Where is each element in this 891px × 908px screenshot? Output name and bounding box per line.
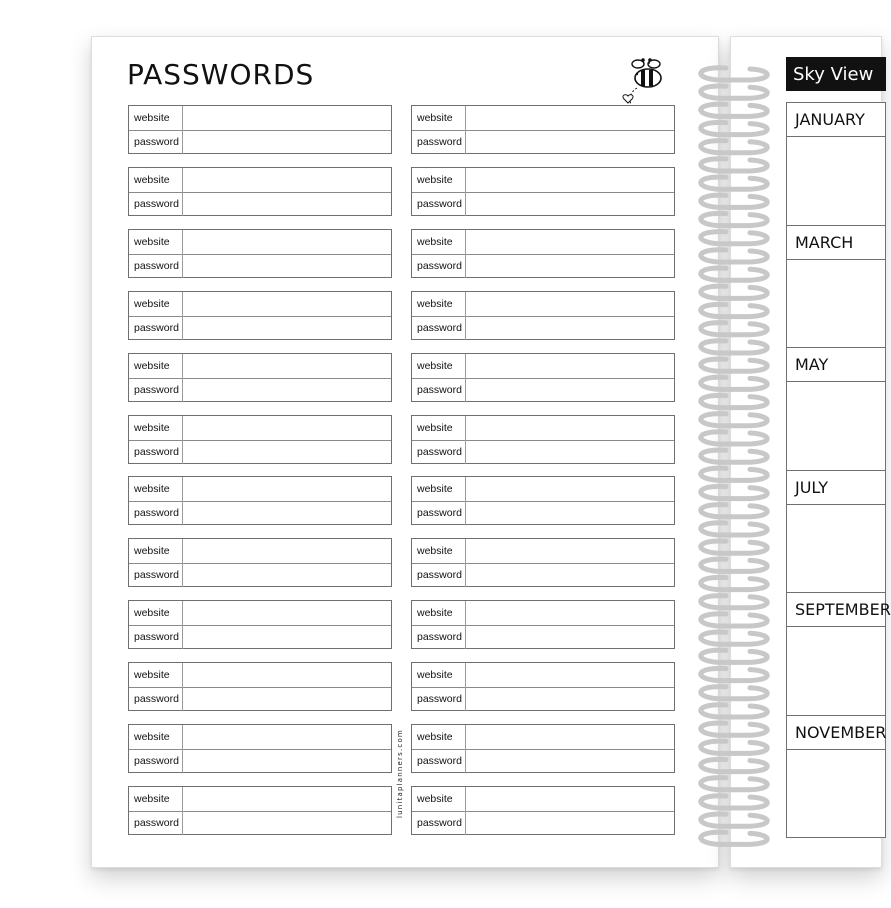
password-label: password [412, 378, 466, 402]
website-label: website [412, 106, 466, 130]
password-label: password [412, 316, 466, 340]
password-row [129, 316, 391, 340]
spiral-ring [701, 377, 767, 389]
password-row [129, 254, 391, 278]
month-label: MARCH [787, 226, 885, 260]
website-row [412, 787, 674, 812]
password-entry [411, 476, 675, 525]
password-label: password [412, 130, 466, 154]
website-label: website [129, 601, 183, 625]
password-label: password [129, 625, 183, 649]
password-label: password [412, 501, 466, 525]
website-row [412, 601, 674, 626]
website-field[interactable] [466, 292, 674, 316]
spiral-ring [701, 159, 767, 171]
password-field[interactable] [466, 378, 674, 402]
spiral-ring [701, 723, 767, 735]
spiral-ring [701, 250, 767, 262]
password-entry [411, 167, 675, 216]
spiral-ring [701, 505, 767, 517]
month-box [786, 715, 886, 838]
password-entry [411, 662, 675, 711]
spiral-ring [701, 177, 767, 189]
bee-icon [620, 52, 672, 110]
spiral-ring [701, 596, 767, 608]
spiral-ring [701, 286, 767, 298]
password-entry [128, 105, 392, 154]
website-field[interactable] [183, 787, 391, 811]
website-field[interactable] [466, 725, 674, 749]
password-row [412, 192, 674, 216]
password-entry [128, 229, 392, 278]
password-label: password [412, 254, 466, 278]
spiral-ring [701, 632, 767, 644]
website-row [412, 168, 674, 193]
website-row [129, 230, 391, 255]
website-row [412, 292, 674, 317]
spiral-ring [701, 759, 767, 771]
month-label: NOVEMBER [787, 716, 885, 750]
password-field[interactable] [183, 687, 391, 711]
password-row [129, 440, 391, 464]
spiral-ring [701, 341, 767, 353]
password-field[interactable] [183, 254, 391, 278]
website-row [129, 725, 391, 750]
password-entry [128, 724, 392, 773]
password-row [129, 687, 391, 711]
spiral-ring [701, 268, 767, 280]
website-label: website [129, 725, 183, 749]
spiral-ring [701, 559, 767, 571]
website-row [412, 230, 674, 255]
password-entry [411, 353, 675, 402]
website-row [129, 539, 391, 564]
password-label: password [129, 749, 183, 773]
month-label: JANUARY [787, 103, 885, 137]
spiral-ring [701, 778, 767, 790]
spiral-ring [701, 796, 767, 808]
password-field[interactable] [183, 192, 391, 216]
website-label: website [129, 292, 183, 316]
website-field[interactable] [183, 292, 391, 316]
spiral-ring [701, 323, 767, 335]
month-box [786, 102, 886, 226]
spiral-ring [701, 86, 767, 98]
website-row [129, 168, 391, 193]
website-row [129, 787, 391, 812]
password-label: password [129, 254, 183, 278]
website-field[interactable] [466, 787, 674, 811]
password-entry [128, 786, 392, 835]
website-field[interactable] [183, 725, 391, 749]
password-field[interactable] [466, 192, 674, 216]
password-entry [128, 538, 392, 587]
website-label: website [129, 663, 183, 687]
website-field[interactable] [183, 477, 391, 501]
spiral-ring [701, 541, 767, 553]
spiral-ring [701, 687, 767, 699]
spiral-ring [701, 414, 767, 426]
spiral-ring [701, 195, 767, 207]
password-label: password [129, 501, 183, 525]
spiral-ring [701, 523, 767, 535]
spiral-ring [701, 814, 767, 826]
password-entry [411, 600, 675, 649]
password-entry [128, 291, 392, 340]
website-label: website [412, 725, 466, 749]
month-box [786, 347, 886, 471]
website-row [129, 663, 391, 688]
password-entry [128, 662, 392, 711]
spiral-ring [701, 141, 767, 153]
website-field[interactable] [183, 601, 391, 625]
password-label: password [412, 440, 466, 464]
spiral-ring [701, 68, 767, 80]
password-entry [411, 786, 675, 835]
website-field[interactable] [466, 663, 674, 687]
website-row [412, 354, 674, 379]
website-row [129, 354, 391, 379]
website-label: website [129, 168, 183, 192]
password-label: password [129, 192, 183, 216]
password-field[interactable] [183, 501, 391, 525]
website-row [412, 106, 674, 131]
spiral-ring [701, 705, 767, 717]
website-row [129, 106, 391, 131]
website-field[interactable] [183, 230, 391, 254]
website-label: website [129, 416, 183, 440]
password-field[interactable] [466, 316, 674, 340]
password-label: password [129, 563, 183, 587]
spiral-ring [701, 304, 767, 316]
password-label: password [412, 811, 466, 835]
month-label: JULY [787, 471, 885, 505]
spiral-ring [701, 104, 767, 116]
spiral-ring [701, 395, 767, 407]
spiral-ring [701, 232, 767, 244]
spiral-ring [701, 450, 767, 462]
website-label: website [412, 168, 466, 192]
website-label: website [129, 354, 183, 378]
website-label: website [129, 539, 183, 563]
password-field[interactable] [183, 130, 391, 154]
website-field[interactable] [466, 106, 674, 130]
website-label: website [412, 292, 466, 316]
password-label: password [412, 192, 466, 216]
website-field[interactable] [183, 416, 391, 440]
website-label: website [129, 477, 183, 501]
password-label: password [129, 811, 183, 835]
website-field[interactable] [466, 477, 674, 501]
password-row [412, 440, 674, 464]
website-row [129, 477, 391, 502]
website-label: website [412, 477, 466, 501]
website-field[interactable] [183, 663, 391, 687]
password-row [129, 811, 391, 835]
password-entry [411, 291, 675, 340]
website-field[interactable] [183, 168, 391, 192]
password-label: password [412, 687, 466, 711]
password-row [412, 749, 674, 773]
website-field[interactable] [466, 539, 674, 563]
website-row [412, 477, 674, 502]
password-field[interactable] [466, 130, 674, 154]
website-field[interactable] [466, 168, 674, 192]
website-label: website [412, 601, 466, 625]
website-field[interactable] [466, 354, 674, 378]
password-label: password [129, 440, 183, 464]
website-field[interactable] [466, 601, 674, 625]
password-field[interactable] [466, 687, 674, 711]
website-label: website [412, 787, 466, 811]
website-row [412, 725, 674, 750]
password-row [412, 378, 674, 402]
website-row [129, 416, 391, 441]
spiral-ring [701, 614, 767, 626]
password-row [129, 501, 391, 525]
password-label: password [129, 130, 183, 154]
right-page-header: Sky View [786, 57, 886, 91]
password-entry [411, 105, 675, 154]
month-box [786, 225, 886, 349]
website-label: website [412, 416, 466, 440]
password-label: password [412, 625, 466, 649]
password-row [412, 254, 674, 278]
password-row [412, 811, 674, 835]
password-field[interactable] [183, 378, 391, 402]
spiral-ring [701, 577, 767, 589]
password-field[interactable] [466, 811, 674, 835]
password-row [129, 563, 391, 587]
password-field[interactable] [466, 563, 674, 587]
website-field[interactable] [466, 230, 674, 254]
password-entry [411, 724, 675, 773]
password-field[interactable] [183, 440, 391, 464]
password-row [412, 687, 674, 711]
password-entry [128, 415, 392, 464]
spiral-ring [701, 213, 767, 225]
website-label: website [412, 354, 466, 378]
password-row [129, 625, 391, 649]
password-label: password [129, 687, 183, 711]
password-row [412, 625, 674, 649]
password-field[interactable] [183, 563, 391, 587]
password-entry [128, 353, 392, 402]
website-label: website [412, 663, 466, 687]
password-label: password [129, 316, 183, 340]
password-row [129, 192, 391, 216]
credit-text: lunitaplanners.com [396, 729, 404, 818]
password-label: password [412, 563, 466, 587]
password-field[interactable] [466, 254, 674, 278]
spiral-ring [701, 832, 767, 844]
website-field[interactable] [466, 416, 674, 440]
password-row [412, 501, 674, 525]
password-label: password [412, 749, 466, 773]
website-field[interactable] [183, 539, 391, 563]
month-label: SEPTEMBER [787, 593, 885, 627]
website-label: website [412, 539, 466, 563]
spiral-ring [701, 668, 767, 680]
password-entry [128, 167, 392, 216]
password-entry [411, 229, 675, 278]
website-label: website [129, 787, 183, 811]
website-row [412, 416, 674, 441]
password-entry [411, 415, 675, 464]
password-field[interactable] [183, 749, 391, 773]
password-field[interactable] [183, 811, 391, 835]
website-field[interactable] [183, 106, 391, 130]
website-row [412, 539, 674, 564]
spiral-ring [701, 359, 767, 371]
month-box [786, 470, 886, 594]
password-row [412, 316, 674, 340]
password-row [129, 378, 391, 402]
spiral-ring [701, 650, 767, 662]
website-label: website [129, 106, 183, 130]
password-row [129, 749, 391, 773]
month-box [786, 592, 891, 716]
password-row [412, 130, 674, 154]
password-row [412, 563, 674, 587]
website-label: website [129, 230, 183, 254]
website-label: website [412, 230, 466, 254]
password-entry [128, 600, 392, 649]
website-row [412, 663, 674, 688]
website-row [129, 601, 391, 626]
spiral-binding [688, 58, 778, 848]
website-field[interactable] [183, 354, 391, 378]
website-row [129, 292, 391, 317]
password-row [129, 130, 391, 154]
spiral-ring [701, 432, 767, 444]
password-entry [128, 476, 392, 525]
spiral-ring [701, 741, 767, 753]
password-field[interactable] [466, 749, 674, 773]
password-entry [411, 538, 675, 587]
password-label: password [129, 378, 183, 402]
password-field[interactable] [183, 625, 391, 649]
password-field[interactable] [466, 440, 674, 464]
spiral-ring [701, 122, 767, 134]
password-field[interactable] [183, 316, 391, 340]
spiral-ring [701, 486, 767, 498]
password-field[interactable] [466, 501, 674, 525]
page-title: PASSWORDS [127, 58, 315, 91]
password-field[interactable] [466, 625, 674, 649]
month-label: MAY [787, 348, 885, 382]
spiral-ring [701, 468, 767, 480]
